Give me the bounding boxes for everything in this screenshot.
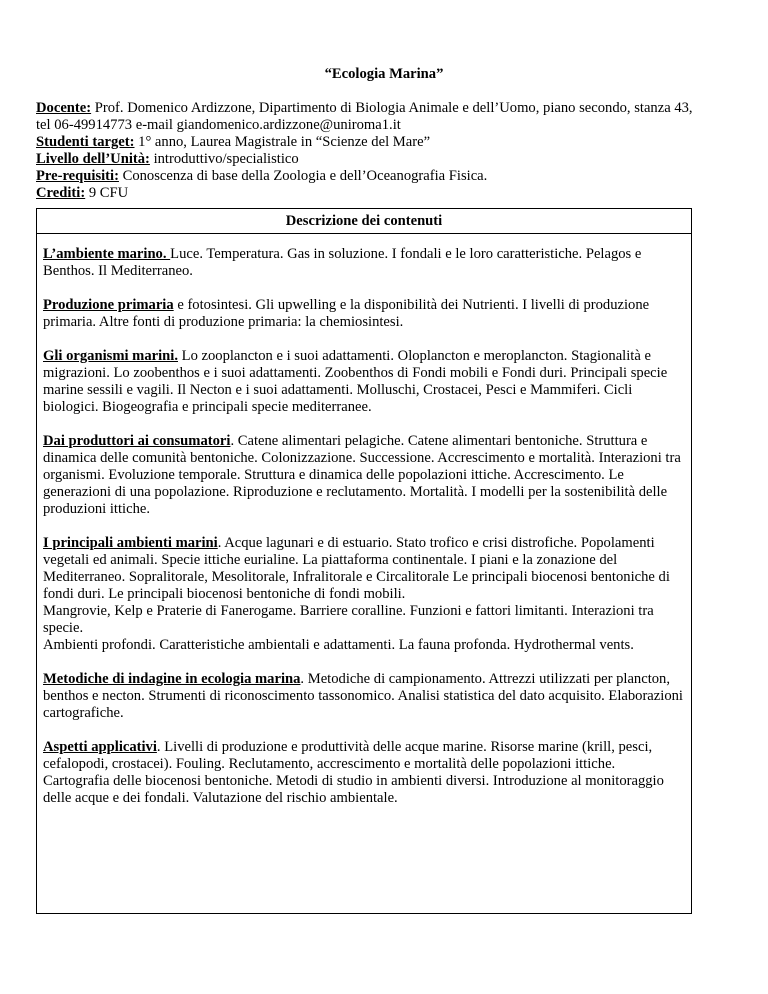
section-title: Gli organismi marini. [43,348,178,364]
section-organismi-marini [43,348,685,416]
section-body: . Catene alimentari pelagiche. Catene alimentari bentoniche. Struttura e dinamica delle comunità bentoniche. Colonizzazione. Successione. Accrescimento e mortalità. Interazioni tra organismi. Evoluzione temporale. Struttura e dinamica delle popolazioni ittiche. Accrescimento. Le generazioni di una popolazione. Riproduzione e reclutamento. Mortalità. I modelli per la sostenibilità delle produzioni ittiche. [43,433,681,517]
section-body: . Acque lagunari e di estuario. Stato trofico e crisi distrofiche. Popolamenti vegetali ed animali. Specie ittiche eurialine. La piattaforma continentale. I piani e la zonazione del Mediterraneo. Sopralitorale, Mesolitorale, Infralitorale e Circalitorale Le principali biocenosi bentoniche di fondi duri. Le principali biocenosi bentoniche di fondi mobili. [43,535,670,602]
section-produzione-primaria [43,297,685,331]
section-body: Luce. Temperatura. Gas in soluzione. I fondali e le loro caratteristiche. Pelagos e Benthos. Il Mediterraneo. [43,246,642,279]
prereq-line [36,168,696,185]
prereq-text: Conoscenza di base della Zoologia e dell’Oceanografia Fisica. [118,168,488,184]
contents-box-title: Descrizione dei contenuti [37,209,691,234]
crediti-line [36,185,696,202]
crediti-text: 9 CFU [85,185,129,201]
docente-label: Docente: [36,100,92,116]
livello-text: introduttivo/specialistico [149,151,299,167]
section-ambienti-marini [43,535,685,654]
studenti-label: Studenti target: [36,134,135,150]
section-metodiche [43,671,685,722]
contents-body [37,246,691,807]
crediti-label: Crediti: [36,185,86,201]
section-body-extra: Ambienti profondi. Caratteristiche ambientali e adattamenti. La fauna profonda. Hydrothermal vents. [43,637,634,653]
studenti-line [36,134,696,151]
section-title: Metodiche di indagine in ecologia marina [43,671,301,687]
section-body: . Livelli di produzione e produttività delle acque marine. Risorse marine (krill, pesci, cefalopodi, crostacei). Fouling. Reclutamento, accrescimento e mortalità delle popolazioni ittiche. Cartografia delle biocenosi bentoniche. Metodi di studio in ambienti diversi. Introduzione al monitoraggio delle acque e dei fondali. Valutazione del rischio ambientale. [43,739,664,806]
docente-text: Prof. Domenico Ardizzone, Dipartimento di Biologia Animale e dell’Uomo, piano secondo, stanza 43, tel 06-49914773 e-mail giandomenico.ardizzone@uniroma1.it [36,100,693,133]
section-title: Produzione primaria [43,297,174,313]
livello-line [36,151,696,168]
section-aspetti-applicativi [43,739,685,807]
section-title: Dai produttori ai consumatori [43,433,231,449]
section-body-extra: Mangrovie, Kelp e Praterie di Fanerogame. Barriere coralline. Funzioni e fattori limitanti. Interazioni tra specie. [43,603,654,636]
studenti-text: 1° anno, Laurea Magistrale in “Scienze del Mare” [134,134,431,150]
section-body: . Metodiche di campionamento. Attrezzi utilizzati per plancton, benthos e necton. Strumenti di riconoscimento tassonomico. Analisi statistica del dato acquisito. Elaborazioni cartografiche. [43,671,683,721]
section-title: Aspetti applicativi [43,739,157,755]
course-title: “Ecologia Marina” [324,66,444,82]
section-title: I principali ambienti marini [43,535,218,551]
section-ambiente-marino [43,246,685,280]
docente-line [36,100,696,134]
section-body: e fotosintesi. Gli upwelling e la disponibilità dei Nutrienti. I livelli di produzione primaria. Altre fonti di produzione primaria: la chemiosintesi. [43,297,650,330]
livello-label: Livello dell’Unità: [36,151,150,167]
contents-box [36,208,692,914]
section-body: Lo zooplancton e i suoi adattamenti. Oloplancton e meroplancton. Stagionalità e migrazioni. Lo zoobenthos e i suoi adattamenti. Zoobenthos di Fondi mobili e Fondi duri. Principali specie marine sessili e vagili. Il Necton e i suoi adattamenti. Molluschi, Crostacei, Pesci e Mammiferi. Cicli biologici. Biogeografia e principali specie mediterranee. [43,348,668,415]
prereq-label: Pre-requisiti: [36,168,119,184]
section-produttori-consumatori [43,433,685,518]
section-title: L’ambiente marino. [43,246,171,262]
course-info [36,100,696,202]
